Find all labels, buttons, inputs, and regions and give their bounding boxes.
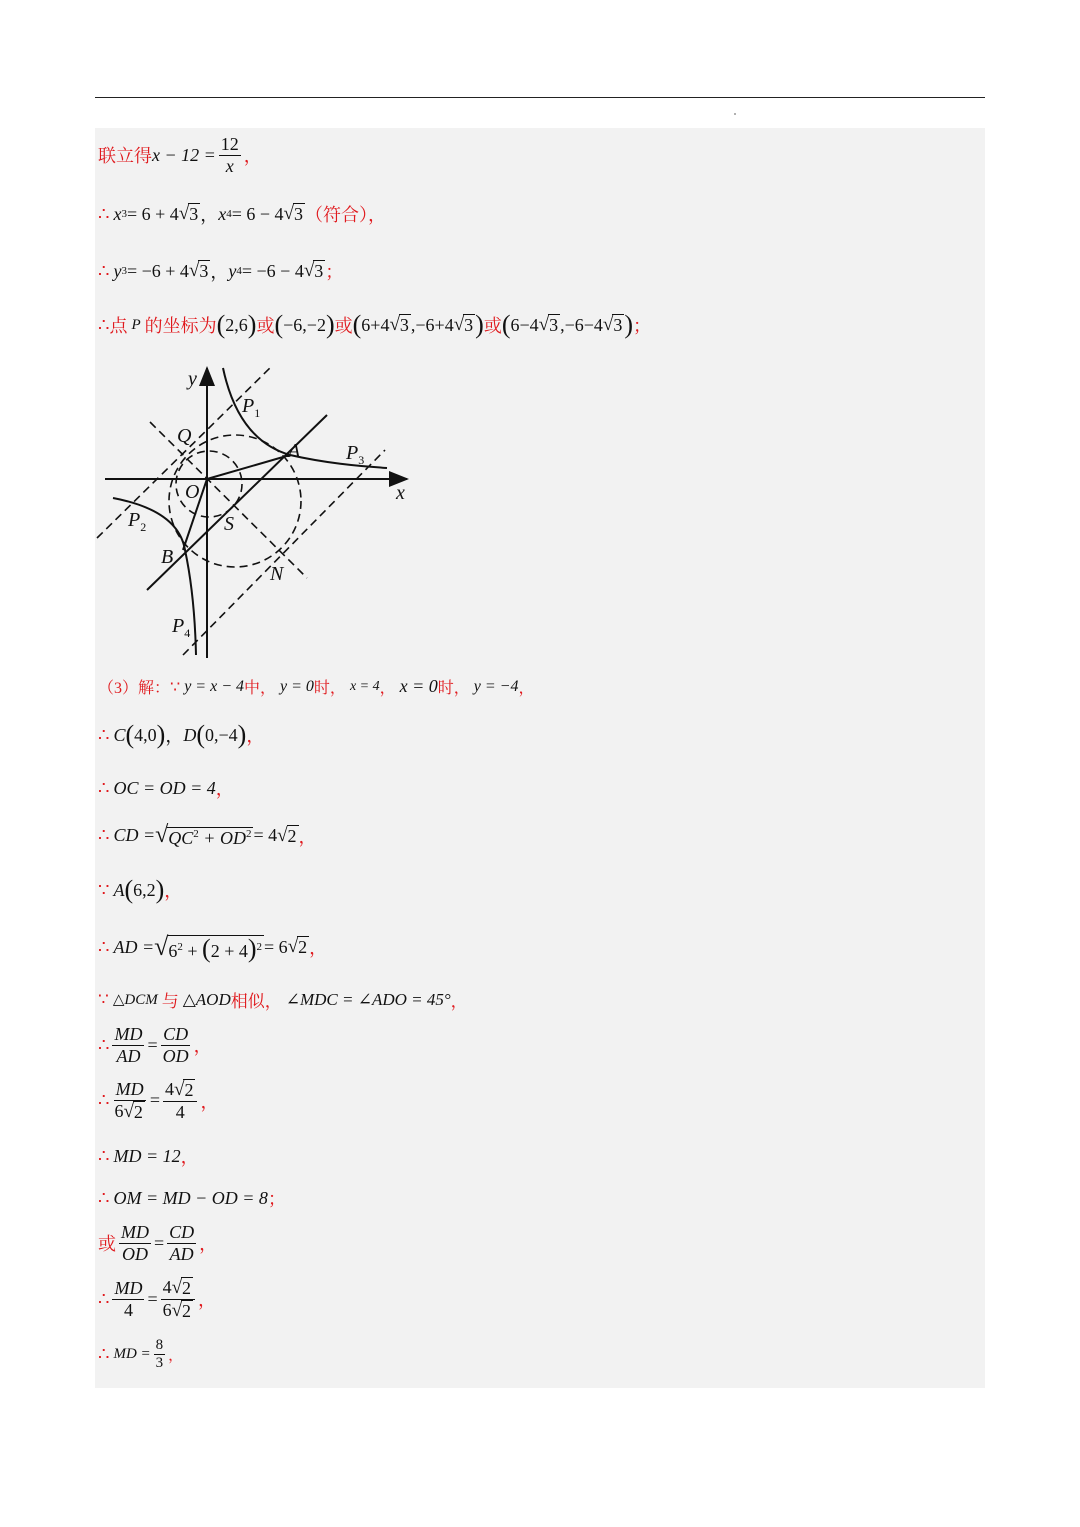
solution-line-2: ∴ x 3 = 6 + 4 √ 3 ， x 4 = 6 − 4 √ 3 （符合），	[98, 203, 386, 225]
therefore-symbol: ∴	[98, 314, 110, 335]
solution-line-11: ∵ △DCM 与 △AOD 相似， ∠MDC = ∠ADO = 45° ，	[98, 989, 468, 1011]
label-x: x	[396, 482, 405, 504]
label-q: Q	[177, 425, 192, 447]
solution-line-7: ∴ OC = OD = 4 ，	[98, 777, 234, 799]
solution-line-18: ∴ MD = $\frac{8}{3}$ ，	[98, 1337, 184, 1372]
therefore-symbol: ∴	[98, 724, 110, 745]
label-b: B	[161, 546, 174, 568]
fraction: $\frac{CD}{AD}$	[169, 1222, 195, 1264]
therefore-symbol: ∴	[98, 1187, 110, 1208]
solution-line-10: ∴ AD = √ $6^2 + (2 + 4)^2$ = 6 √ 2 ，	[98, 932, 328, 963]
sqrt: √ 2	[277, 824, 297, 846]
header-rule	[95, 97, 985, 98]
solution-line-8: ∴ CD = √ $QC^2 + OD^2$ = 4 √ 2 ，	[98, 822, 317, 848]
label-p4: $P_4$	[172, 615, 191, 640]
solution-line-17: ∴ $\frac{MD}{4}$ = 4 √ 2 6 √ 2 ，	[98, 1277, 217, 1321]
label-o: O	[185, 481, 200, 503]
solution-line-13: ∴ MD 6 √ 2 = 4 √ 2 4 ，	[98, 1079, 219, 1122]
therefore-symbol: ∴	[98, 203, 110, 224]
sqrt: √ 3	[188, 260, 209, 281]
label-a: A	[288, 440, 301, 462]
fraction: $\frac{8}{3}$	[155, 1337, 164, 1372]
solution-line-5: （3）解： ∵ y = x − 4 中， y = 0 时， x = 4 ， x = 0 时， y = −4 ，	[98, 676, 535, 697]
fraction: $\frac{MD}{OD}$	[121, 1222, 149, 1264]
sqrt: √ 3	[283, 203, 303, 224]
therefore-symbol: ∴	[98, 825, 110, 845]
therefore-symbol: ∴	[98, 1090, 110, 1111]
because-symbol: ∵	[170, 678, 181, 696]
solution-line-4: ∴ 点 P 的坐标为 ( 2,6 ) 或 ( −6,−2 ) 或 ( 6+4 √ 3 ,−6+4 √ 3 ) 或 ( 6−4 √ 3 ,−6−4 √ 3 ) ；	[98, 310, 651, 339]
solution-line-12: ∴ $\frac{MD}{AD}$ = $\frac{CD}{OD}$ ，	[98, 1024, 212, 1066]
solution-line-14: ∴ MD = 12 ，	[98, 1145, 199, 1167]
label-p2: $P_2$	[128, 509, 147, 534]
solution-line-1: 联立得 x − 12 = $\frac{12}{x}$ ，	[98, 134, 262, 176]
solution-line-16: 或 $\frac{MD}{OD}$ = $\frac{CD}{AD}$ ，	[98, 1222, 218, 1264]
therefore-symbol: ∴	[98, 1288, 110, 1309]
solution-line-15: ∴ OM = MD − OD = 8 ；	[98, 1187, 286, 1209]
dashed-line-qn	[150, 422, 307, 578]
therefore-symbol: ∴	[98, 260, 110, 281]
fraction: 4 √ 2 4	[163, 1079, 197, 1123]
sqrt: √ 3	[538, 314, 559, 335]
sqrt: √ 3	[303, 260, 324, 281]
because-symbol: ∵	[98, 989, 109, 1009]
solution-line-9: ∵ A ( 6,2 ) ，	[98, 875, 183, 904]
sqrt: √ $QC^2 + OD^2$	[155, 822, 252, 848]
label-y: y	[188, 368, 197, 390]
label-p3: $P_3$	[346, 442, 365, 467]
sqrt: √ $6^2 + (2 + 4)^2$	[154, 932, 263, 963]
segment-oa	[207, 455, 290, 479]
sqrt: √ 2	[287, 936, 308, 957]
dashed-line-upper	[97, 365, 273, 538]
dashed-line-lower	[183, 450, 385, 655]
because-symbol: ∵	[98, 879, 110, 900]
therefore-symbol: ∴	[98, 1034, 110, 1055]
therefore-symbol: ∴	[98, 1145, 110, 1166]
solution-line-3: ∴ y 3 = −6 + 4 √ 3 ， y 4 = −6 − 4 √ 3 ；	[98, 260, 344, 282]
fraction: $\frac{MD}{4}$	[114, 1278, 143, 1320]
fraction: $\frac{CD}{OD}$	[162, 1024, 189, 1066]
sqrt: √ 3	[453, 314, 474, 335]
header-dot	[734, 113, 736, 115]
geometry-figure	[95, 360, 415, 660]
fraction: $\frac{MD}{AD}$	[114, 1024, 143, 1066]
sqrt: √ 3	[178, 203, 199, 224]
label-s: S	[224, 513, 234, 535]
fraction: MD 6 √ 2	[114, 1079, 144, 1122]
fraction: 4 √ 2 6 √ 2	[161, 1277, 195, 1322]
therefore-symbol: ∴	[98, 1344, 110, 1365]
therefore-symbol: ∴	[98, 936, 110, 957]
label-p1: $P_1$	[242, 395, 261, 420]
therefore-symbol: ∴	[98, 777, 110, 798]
fraction: $\frac{12}{x}$	[220, 134, 239, 176]
sqrt: √ 3	[389, 314, 409, 335]
solution-line-6: ∴ C ( 4,0 ) ， D ( 0,−4 ) ，	[98, 720, 265, 749]
sqrt: √ 3	[602, 314, 623, 335]
label-n: N	[270, 563, 284, 585]
